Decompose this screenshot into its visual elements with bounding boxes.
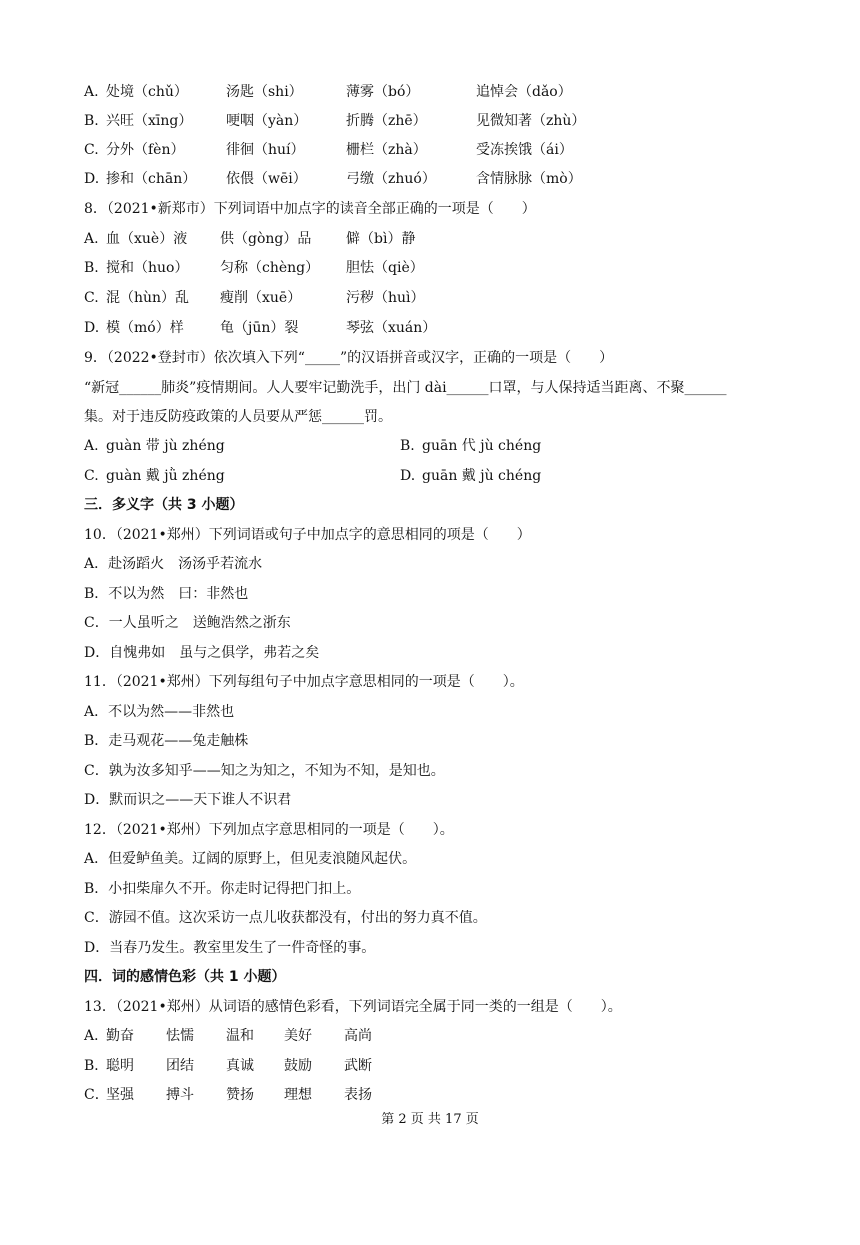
option-item: 龟（jūn）裂 xyxy=(220,320,299,336)
option-item: 弓缴（zhuó） xyxy=(346,171,436,187)
option-item: 折腾（zhē） xyxy=(346,113,427,129)
option-label: B. xyxy=(84,260,99,276)
q12-stem: 12．（2021•郑州）下列加点字意思相同的一项是（ ）。 xyxy=(84,822,454,838)
option-label: A. xyxy=(84,231,99,247)
option-item: 搏斗 xyxy=(166,1087,194,1103)
option-item: 聪明 xyxy=(106,1058,134,1074)
option-item: 鼓励 xyxy=(284,1058,312,1074)
q10-option-d: D．自愧弗如 虽与之俱学，弗若之矣 xyxy=(84,645,320,661)
option-label: A. xyxy=(84,438,99,454)
option-item: 哽咽（yàn） xyxy=(226,113,308,129)
option-item: 见微知著（zhù） xyxy=(476,113,586,129)
option-item: 受冻挨饿（ái） xyxy=(476,142,573,158)
q10-stem: 10．（2021•郑州）下列词语或句子中加点字的意思相同的项是（ ） xyxy=(84,527,531,543)
option-item: 琴弦（xuán） xyxy=(346,320,437,336)
q10-option-a: A．赴汤蹈火 汤汤乎若流水 xyxy=(84,556,263,572)
option-item: 模（mó）样 xyxy=(106,320,184,336)
option-label: C. xyxy=(84,468,99,484)
option-item: 僻（bì）静 xyxy=(346,231,416,247)
q13-stem: 13．（2021•郑州）从词语的感情色彩看，下列词语完全属于同一类的一组是（ ）。 xyxy=(84,999,622,1015)
page-number-footer: 第 2 页 共 17 页 xyxy=(381,1112,479,1127)
q8-stem: 8．（2021•新郑市）下列词语中加点字的读音全部正确的一项是（ ） xyxy=(84,201,536,217)
option-item: 分外（fèn） xyxy=(106,142,185,158)
option-label: C. xyxy=(84,142,99,158)
option-item: 理想 xyxy=(284,1087,312,1103)
option-label: B． xyxy=(84,1058,109,1074)
option-label: C． xyxy=(84,1087,109,1103)
option-item: 瘦削（xuē） xyxy=(220,290,302,306)
option-item: 供（gòng）品 xyxy=(220,231,312,247)
option-item: 匀称（chèng） xyxy=(220,260,320,276)
option-item: 混（hùn）乱 xyxy=(106,290,190,306)
section-heading: 三．多义字（共 3 小题） xyxy=(84,497,244,513)
q13-option-c xyxy=(84,1085,372,1245)
q10-option-c: C．一人虽听之 送鲍浩然之浙东 xyxy=(84,615,291,631)
option-label: B. xyxy=(400,438,415,454)
option-item: 表扬 xyxy=(344,1087,372,1103)
option-item: 坚强 xyxy=(106,1087,134,1103)
option-item: 徘徊（huí） xyxy=(226,142,305,158)
option-item: guàn 戴 jǜ zhéng xyxy=(106,468,225,484)
option-item: 搅和（huo） xyxy=(106,260,189,276)
option-label: D. xyxy=(84,320,100,336)
option-item: 武断 xyxy=(344,1058,372,1074)
option-item: 高尚 xyxy=(344,1028,372,1044)
option-item: 掺和（chān） xyxy=(106,171,197,187)
option-label: A． xyxy=(84,1028,109,1044)
q12-option-d: D．当春乃发生。教室里发生了一件奇怪的事。 xyxy=(84,940,376,956)
option-item: 汤匙（shi） xyxy=(226,84,303,100)
q9-passage-line-1: “新冠______肺炎”疫情期间。人人要牢记勤洗手，出门 dài______口罩，与人保持适当距离、不聚______ xyxy=(84,380,727,396)
q12-option-a: A．但爱鲈鱼美。辽阔的原野上，但见麦浪随风起伏。 xyxy=(84,851,417,867)
option-item: 团结 xyxy=(166,1058,194,1074)
option-label: A. xyxy=(84,84,99,100)
option-item: 追悼会（dǎo） xyxy=(476,84,572,100)
option-label: B. xyxy=(84,113,99,129)
option-item: 兴旺（xīng） xyxy=(106,113,193,129)
option-item: 依偎（wēi） xyxy=(226,171,307,187)
option-label: C. xyxy=(84,290,99,306)
q11-stem: 11．（2021•郑州）下列每组句子中加点字意思相同的一项是（ ）。 xyxy=(84,674,524,690)
option-item: 勤奋 xyxy=(106,1028,134,1044)
option-label: D. xyxy=(84,171,100,187)
q11-option-d: D．默而识之——天下谁人不识君 xyxy=(84,792,292,808)
q9-stem: 9．（2022•登封市）依次填入下列“_____”的汉语拼音或汉字，正确的一项是（ ） xyxy=(84,350,614,366)
option-item: 处境（chǔ） xyxy=(106,84,188,100)
q11-option-c: C．孰为汝多知乎——知之为知之，不知为不知，是知也。 xyxy=(84,763,445,779)
option-item: 污秽（huì） xyxy=(346,290,425,306)
option-item: 血（xuè）液 xyxy=(106,231,188,247)
q11-option-a: A．不以为然——非然也 xyxy=(84,704,235,720)
option-item: 含情脉脉（mò） xyxy=(476,171,582,187)
option-item: 真诚 xyxy=(226,1058,254,1074)
q11-option-b: B．走马观花——兔走触株 xyxy=(84,733,249,749)
option-item: 怯懦 xyxy=(166,1028,194,1044)
q12-option-c: C．游园不值。这次采访一点儿收获都没有，付出的努力真不值。 xyxy=(84,910,487,926)
option-item: guān 戴 jù chéng xyxy=(422,468,542,484)
q9-passage-line-2: 集。对于违反防疫政策的人员要从严惩______罚。 xyxy=(84,409,392,425)
option-item: guān 代 jù chéng xyxy=(422,438,542,454)
option-item: 温和 xyxy=(226,1028,254,1044)
option-item: 美好 xyxy=(284,1028,312,1044)
option-label: D. xyxy=(400,468,416,484)
option-item: 胆怯（qiè） xyxy=(346,260,424,276)
option-item: 栅栏（zhà） xyxy=(346,142,427,158)
option-item: 赞扬 xyxy=(226,1087,254,1103)
section-heading: 四．词的感情色彩（共 1 小题） xyxy=(84,969,286,985)
option-item: guàn 带 jù zhéng xyxy=(106,438,225,454)
q10-option-b: B．不以为然 曰：非然也 xyxy=(84,586,249,602)
option-item: 薄雾（bó） xyxy=(346,84,420,100)
q12-option-b: B．小扣柴扉久不开。你走时记得把门扣上。 xyxy=(84,881,361,897)
